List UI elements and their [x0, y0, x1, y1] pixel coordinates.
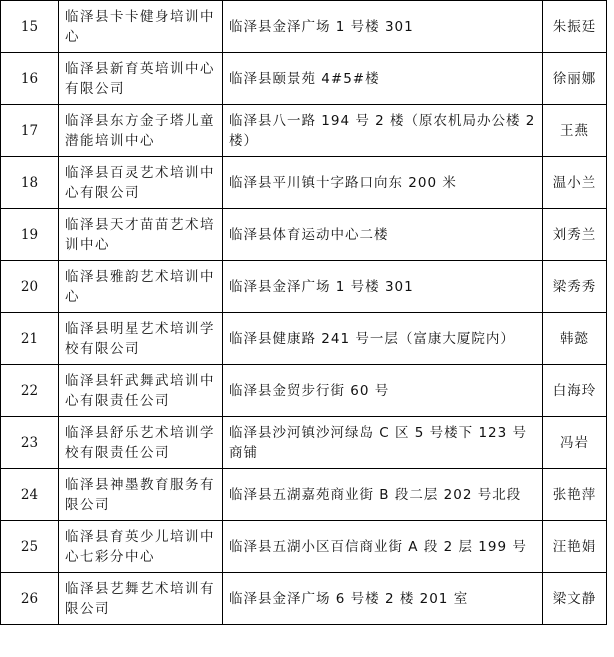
row-number: 17 — [1, 105, 59, 157]
table-row — [1, 365, 607, 417]
contact-person: 韩懿 — [543, 313, 607, 365]
institution-address: 临泽县五湖嘉苑商业街 B 段二层 202 号北段 — [223, 469, 543, 521]
table-row — [1, 53, 607, 105]
row-number: 26 — [1, 573, 59, 625]
institution-name: 临泽县艺舞艺术培训有限公司 — [59, 573, 223, 625]
institution-name: 临泽县雅韵艺术培训中心 — [59, 261, 223, 313]
contact-person: 梁文静 — [543, 573, 607, 625]
row-number: 21 — [1, 313, 59, 365]
institution-name: 临泽县新育英培训中心有限公司 — [59, 53, 223, 105]
row-number: 19 — [1, 209, 59, 261]
row-number: 25 — [1, 521, 59, 573]
institution-name: 临泽县神墨教育服务有限公司 — [59, 469, 223, 521]
institution-name: 临泽县明星艺术培训学校有限公司 — [59, 313, 223, 365]
table-row — [1, 261, 607, 313]
table-row — [1, 209, 607, 261]
institution-address: 临泽县平川镇十字路口向东 200 米 — [223, 157, 543, 209]
row-number: 20 — [1, 261, 59, 313]
institution-address: 临泽县颐景苑 4#5#楼 — [223, 53, 543, 105]
table-row — [1, 573, 607, 625]
institution-name: 临泽县东方金子塔儿童潜能培训中心 — [59, 105, 223, 157]
institution-address: 临泽县健康路 241 号一层（富康大厦院内） — [223, 313, 543, 365]
contact-person: 冯岩 — [543, 417, 607, 469]
institution-name: 临泽县育英少儿培训中心七彩分中心 — [59, 521, 223, 573]
row-number: 24 — [1, 469, 59, 521]
row-number: 15 — [1, 1, 59, 53]
institution-address: 临泽县金泽广场 1 号楼 301 — [223, 261, 543, 313]
institution-address: 临泽县八一路 194 号 2 楼（原农机局办公楼 2 楼） — [223, 105, 543, 157]
contact-person: 张艳萍 — [543, 469, 607, 521]
table-row — [1, 313, 607, 365]
contact-person: 朱振廷 — [543, 1, 607, 53]
row-number: 22 — [1, 365, 59, 417]
institution-address: 临泽县沙河镇沙河绿岛 C 区 5 号楼下 123 号商铺 — [223, 417, 543, 469]
contact-person: 徐丽娜 — [543, 53, 607, 105]
table-row — [1, 157, 607, 209]
institution-address: 临泽县五湖小区百信商业街 A 段 2 层 199 号 — [223, 521, 543, 573]
institution-name: 临泽县舒乐艺术培训学校有限责任公司 — [59, 417, 223, 469]
row-number: 23 — [1, 417, 59, 469]
contact-person: 梁秀秀 — [543, 261, 607, 313]
contact-person: 白海玲 — [543, 365, 607, 417]
table-row — [1, 469, 607, 521]
table-row — [1, 105, 607, 157]
contact-person: 王燕 — [543, 105, 607, 157]
table-row — [1, 417, 607, 469]
institution-name: 临泽县天才苗苗艺术培训中心 — [59, 209, 223, 261]
institution-address: 临泽县金泽广场 1 号楼 301 — [223, 1, 543, 53]
institution-name: 临泽县卡卡健身培训中心 — [59, 1, 223, 53]
contact-person: 汪艳娟 — [543, 521, 607, 573]
contact-person: 温小兰 — [543, 157, 607, 209]
institution-address: 临泽县体育运动中心二楼 — [223, 209, 543, 261]
institution-address: 临泽县金泽广场 6 号楼 2 楼 201 室 — [223, 573, 543, 625]
institution-name: 临泽县百灵艺术培训中心有限公司 — [59, 157, 223, 209]
institution-name: 临泽县轩武舞武培训中心有限责任公司 — [59, 365, 223, 417]
table-row — [1, 1, 607, 53]
table-row — [1, 521, 607, 573]
institution-address: 临泽县金贸步行街 60 号 — [223, 365, 543, 417]
row-number: 16 — [1, 53, 59, 105]
row-number: 18 — [1, 157, 59, 209]
contact-person: 刘秀兰 — [543, 209, 607, 261]
